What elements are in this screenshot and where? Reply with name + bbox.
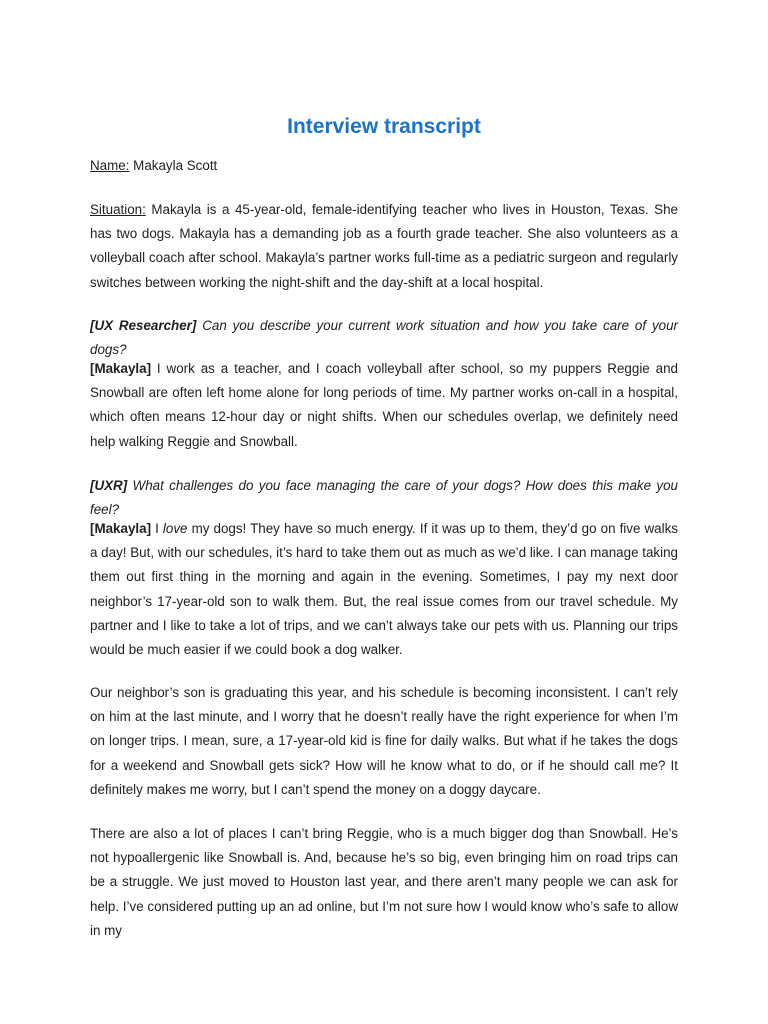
name-label: Name: <box>90 158 130 173</box>
name-field <box>90 154 678 178</box>
answer-2-continued-2 <box>90 822 678 943</box>
answer-emphasis: love <box>162 521 188 536</box>
speaker-label: [UXR] <box>90 478 128 493</box>
situation-text: Makayla is a 45-year-old, female-identifying teacher who lives in Houston, Texas. She has two dogs. Makayla has a demanding job as a fourth grade teacher. She also volunteers as a volleyball coach after school. Makayla’s partner works full-time as a pediatric surgeon and regularly switches between working the night-shift and the day-shift at a local hospital. <box>90 202 678 290</box>
answer-text: There are also a lot of places I can’t bring Reggie, who is a much bigger dog than Snowball. He’s not hypoallergenic like Snowball is. And, because he’s so big, even bringing him on road trips can be a struggle. We just moved to Houston last year, and there aren’t many people we can ask for help. I’ve considered putting up an ad online, but I’m not sure how I would know who’s safe to allow in my <box>90 826 678 938</box>
answer-text: I work as a teacher, and I coach volleyball after school, so my puppers Reggie and Snowball are often left home alone for long periods of time. My partner works on-call in a hospital, which often means 12-hour day or night shifts. When our schedules overlap, we definitely need help walking Reggie and Snowball. <box>90 361 678 449</box>
answer-1 <box>90 357 678 454</box>
question-text: What challenges do you face managing the care of your dogs? How does this make you feel? <box>90 478 678 518</box>
question-1 <box>90 314 678 362</box>
answer-text-after: my dogs! They have so much energy. If it was up to them, they’d go on five walks a day! But, with our schedules, it’s hard to take them out as much as we’d like. I can manage taking them out first thing in the morning and again in the evening. Sometimes, I pay my next door neighbor’s 17-year-old son to walk them. But, the real issue comes from our travel schedule. My partner and I like to take a lot of trips, and we can’t always take our pets with us. Planning our trips would be much easier if we could book a dog walker. <box>90 521 678 658</box>
answer-2 <box>90 517 678 662</box>
answer-2-continued <box>90 681 678 802</box>
speaker-label: [UX Researcher] <box>90 318 197 333</box>
page-title: Interview transcript <box>287 115 481 138</box>
question-text: Can you describe your current work situation and how you take care of your dogs? <box>90 318 679 358</box>
situation-paragraph <box>90 198 678 295</box>
speaker-label: [Makayla] <box>90 361 152 376</box>
situation-label: Situation: <box>90 202 146 217</box>
answer-text: Our neighbor’s son is graduating this year, and his schedule is becoming inconsistent. I can’t rely on him at the last minute, and I worry that he doesn’t really have the right experience for when I’m on longer trips. I mean, sure, a 17-year-old kid is fine for daily walks. But what if he takes the dogs for a weekend and Snowball gets sick? How will he know what to do, or if he should call me? It definitely makes me worry, but I can’t spend the money on a doggy daycare. <box>90 685 678 797</box>
answer-text-before: I <box>151 521 163 536</box>
name-value: Makayla Scott <box>129 158 218 173</box>
speaker-label: [Makayla] <box>90 521 152 536</box>
question-2 <box>90 474 678 522</box>
